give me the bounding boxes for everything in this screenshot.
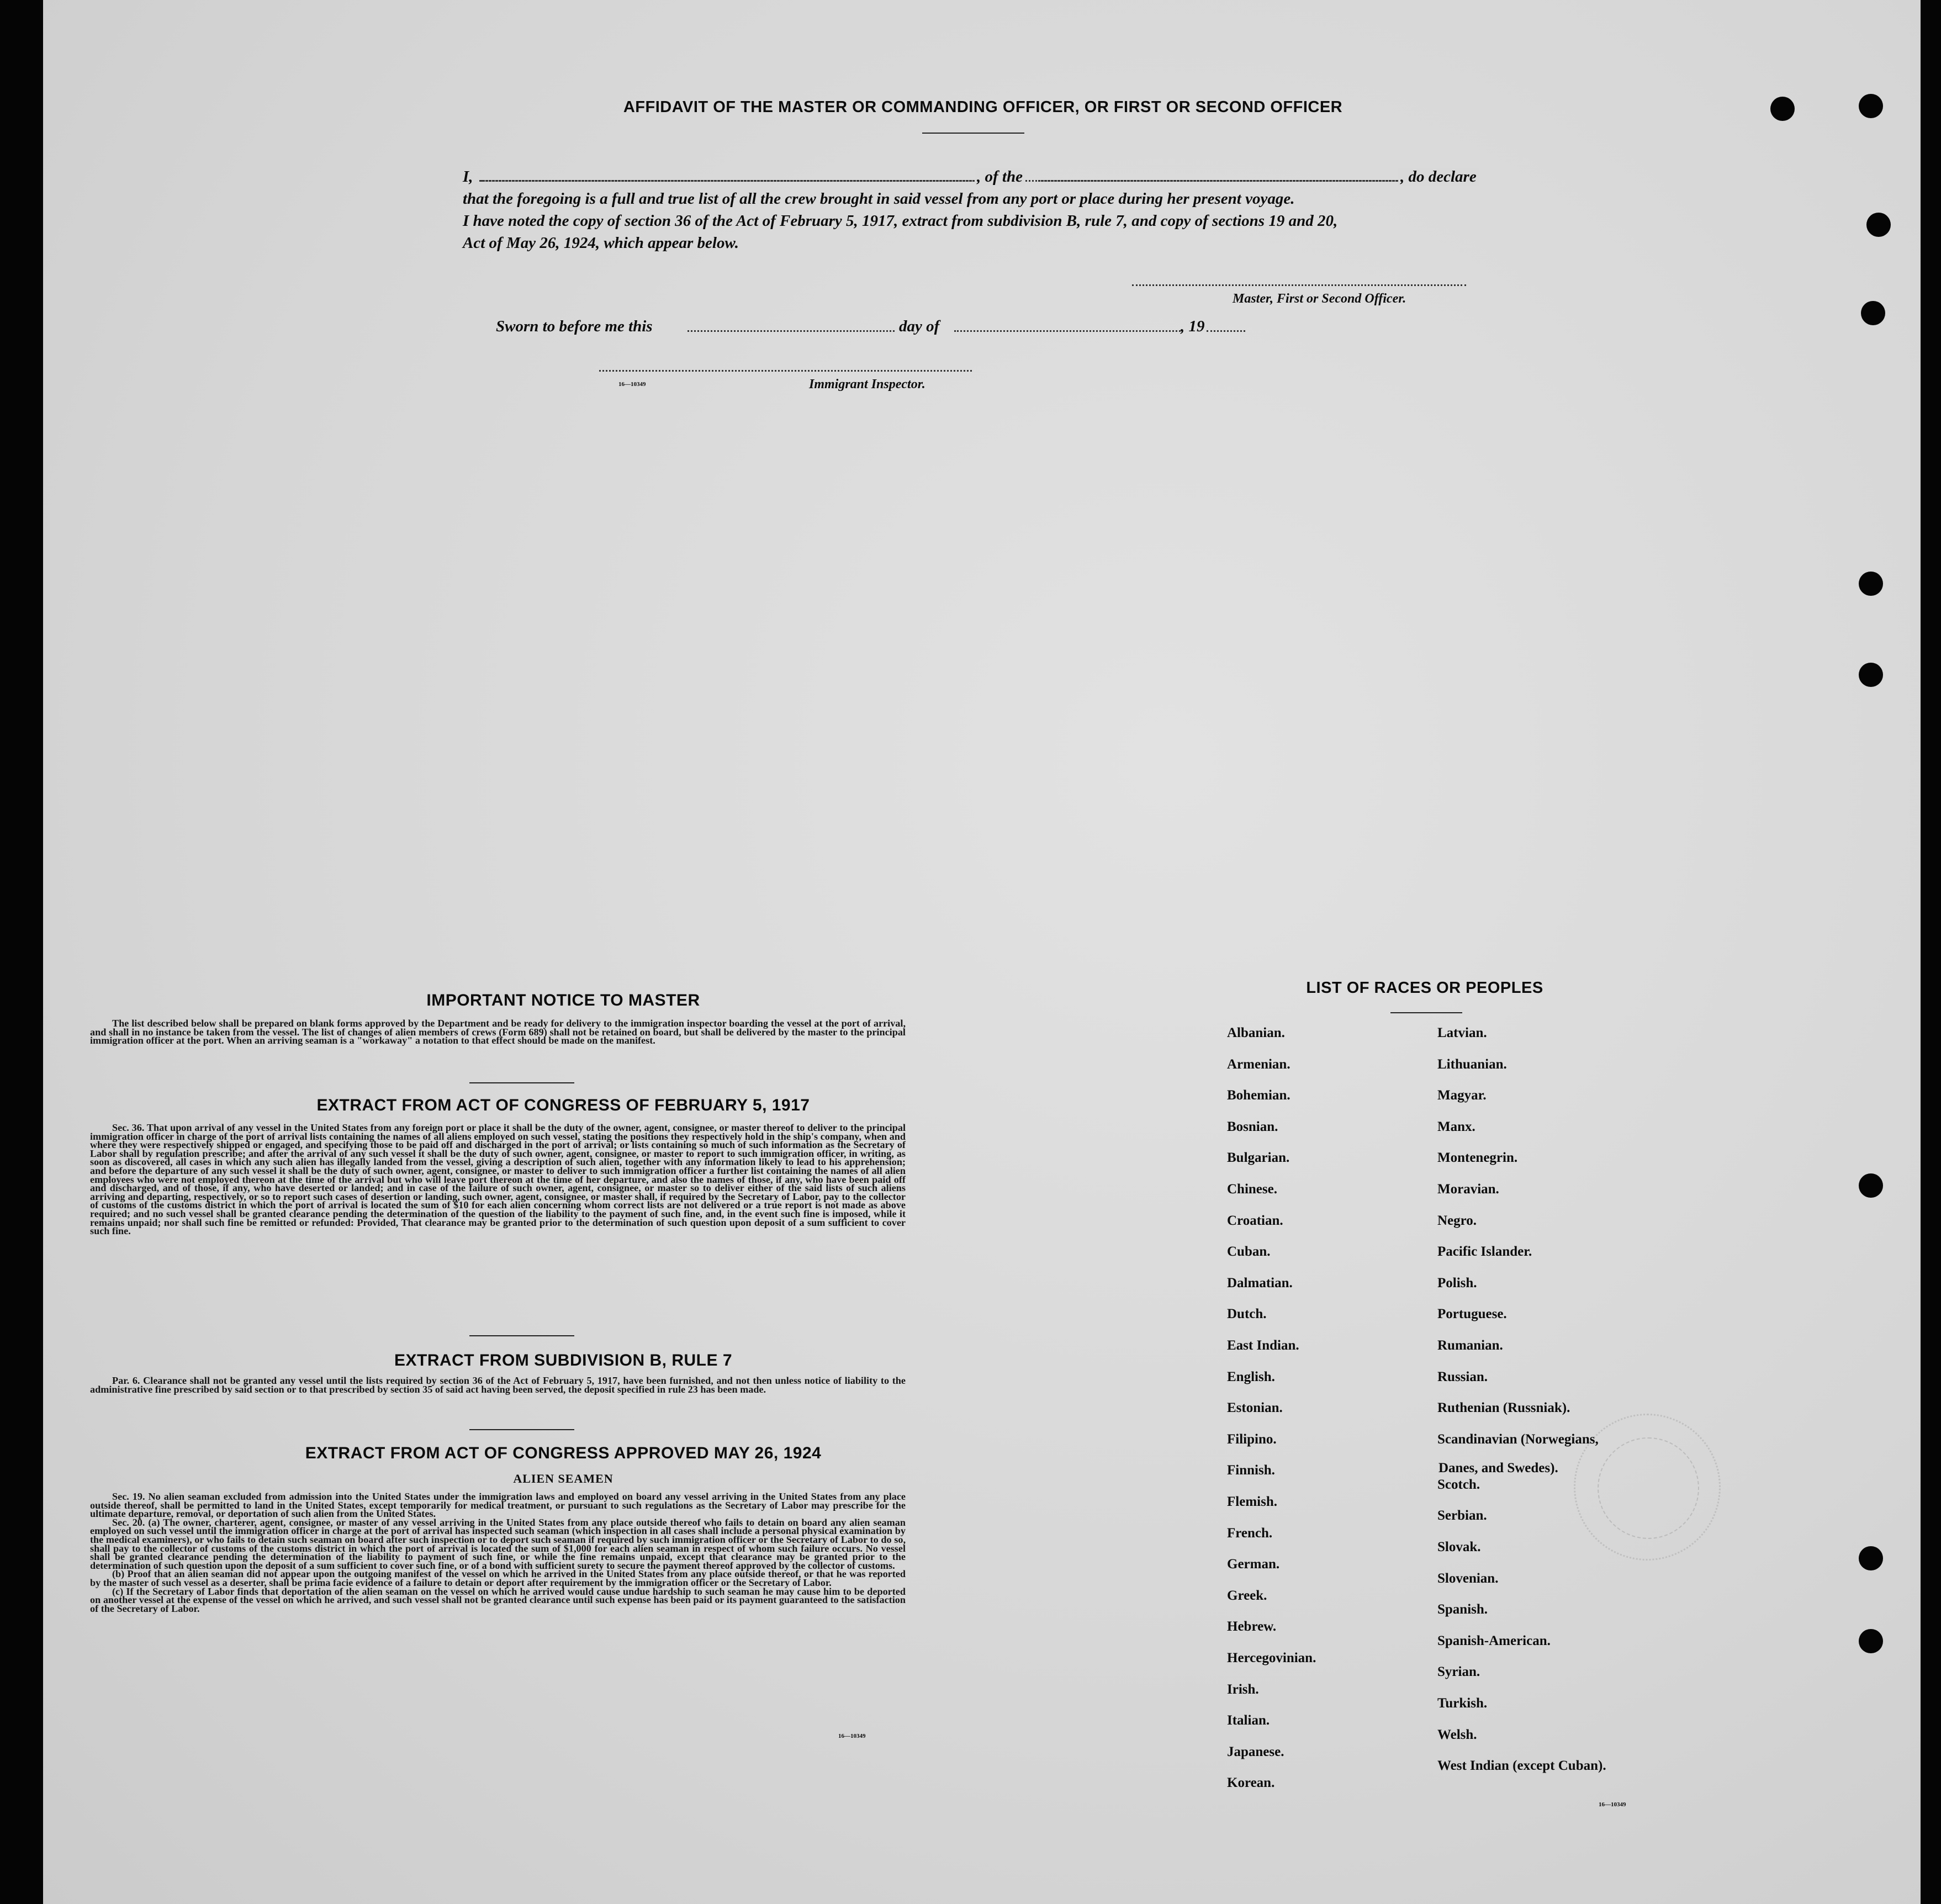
race-item: Welsh. (1437, 1727, 1477, 1742)
races-divider (1390, 1012, 1462, 1013)
punch-hole (1859, 1629, 1883, 1653)
punch-hole (1866, 213, 1891, 237)
race-item: Polish. (1437, 1276, 1477, 1291)
race-item: Croatian. (1227, 1213, 1283, 1228)
punch-hole (1859, 572, 1883, 596)
race-item: Dutch. (1227, 1307, 1267, 1321)
inspector-signature-field[interactable] (599, 370, 972, 372)
race-item: Finnish. (1227, 1463, 1275, 1478)
affidavit-line-2: that the foregoing is a full and true list of all the crew brought in said vessel from any port or place during her present voyage. (463, 190, 1295, 208)
races-title: LIST OF RACES OR PEOPLES (1306, 979, 1543, 997)
race-item: Korean. (1227, 1775, 1275, 1790)
race-item: Montenegrin. (1437, 1150, 1518, 1165)
race-item: Estonian. (1227, 1400, 1283, 1415)
sworn-month-field[interactable] (954, 330, 1181, 332)
extract-1924-title: EXTRACT FROM ACT OF CONGRESS APPROVED MAY 26, 1924 (305, 1444, 822, 1462)
master-signature-field[interactable] (1132, 284, 1466, 286)
race-item: Bosnian. (1227, 1119, 1278, 1134)
extract-1917-divider (469, 1335, 574, 1336)
race-item: Lithuanian. (1437, 1057, 1507, 1072)
races-form-number: 16—10349 (1599, 1801, 1626, 1808)
title-underline (922, 133, 1024, 134)
affidavit-i: I, (463, 168, 473, 186)
notice-divider (469, 1082, 574, 1083)
race-item: Turkish. (1437, 1696, 1488, 1711)
race-item: Moravian. (1437, 1182, 1499, 1197)
form-number: 16—10349 (618, 381, 646, 388)
affidavit-line-3: I have noted the copy of section 36 of the Act of February 5, 1917, extract from subdivision B, rule 7, and copy of sections 19 and 20, (463, 212, 1338, 230)
document-page (43, 0, 1921, 1904)
sworn-text: Sworn to before me this (496, 318, 653, 335)
notice-title: IMPORTANT NOTICE TO MASTER (426, 991, 700, 1009)
race-item: Hercegovinian. (1227, 1651, 1316, 1665)
extract-1917-text: Sec. 36. That upon arrival of any vessel in the United States from any foreign port or place it shall be the duty of the owner, agent, consignee, or master thereof to deliver to the principal immigration officer in charge of the port of arrival lists containing the names of all aliens employed on such vessel, stating the positions they respectively hold in the ship's company, when and where they were respectively shipped or engaged, and specifying those to be paid off and discharged in the port of arrival; or lists containing so much of such information as the Secretary of Labor shall by regulation prescribe; and after the arrival of any such vessel it shall be the duty of such owner, agent, consignee, or master to report to such immigration officer, in writing, as soon as discovered, all cases in which any such alien has illegally landed from the vessel, giving a description of such alien, together with any information likely to lead to his apprehension; and before the departure of any such vessel it shall be the duty of such owner, agent, consignee, or master to deliver to such immigration officer a further list containing the names of all alien employees who were not employed thereon at the time of the arrival but who will leave port thereon at the time of her departure, and also the names of those, if any, who have been paid off and discharged, and of those, if any, who have deserted or landed; and in case of the failure of such owner, agent, consignee, or master so to deliver either of the said lists of such aliens arriving and departing, respectively, or so to report such cases of desertion or landing, such owner, agent, consignee, or master shall, if required by the Secretary of Labor, pay to the collector of customs of the customs district in which the port of arrival is located the sum of $10 for each alien concerning whom correct lists are not delivered or a true report is not made as above required; and no such vessel shall be granted clearance pending the determination of the question of the liability to the payment of such fine, and, in the event such fine is imposed, while it remains unpaid; nor shall such fine be remitted or refunded: Provided, That clearance may be granted prior to the determination of such question upon deposit of a sum sufficient to cover such fine. (90, 1122, 906, 1237)
race-item: Greek. (1227, 1588, 1267, 1603)
affidavit-of-the: , of the (975, 168, 1025, 186)
race-item: Chinese. (1227, 1182, 1277, 1197)
year-prefix: , 19 (1181, 318, 1205, 335)
race-item: Japanese. (1227, 1744, 1284, 1759)
name-field[interactable] (480, 180, 975, 182)
master-signature-label: Master, First or Second Officer. (1233, 292, 1406, 306)
race-item: Ruthenian (Russniak). (1437, 1400, 1570, 1415)
sec-20a-text: Sec. 20. (a) The owner, charterer, agent, consignee, or master of any vessel arriving in the United States from any place outside thereof who fails to detain on board any alien seaman employed on such vessel until the immigration officer in charge at the port of arrival has inspected such seaman (which inspection in all cases shall include a personal physical examination by the medical examiners), or who fails to detain such seaman on board after such inspection or to deport such seaman if required by such immigration officer or the Secretary of Labor to do so, shall pay to the collector of customs of the customs district in which the port of arrival is located the sum of $1,000 for each alien seaman in respect of whom such failure occurs. No vessel shall be granted clearance pending the determination of the liability to payment of such fine, or while the fine remains unpaid, except that clearance may be granted prior to the determination of such question upon the deposit of a sum sufficient to cover such fine, or of a bond with sufficient surety to secure the payment thereof approved by the collector of customs. (90, 1516, 906, 1571)
notice-text: The list described below shall be prepared on blank forms approved by the Department and be ready for delivery to the immigration inspector boarding the vessel at the port of arrival, and shall in no instance be taken from the vessel. The list of changes of alien members of crews (Form 689) shall not be retained on board, but shall be delivered by the master to the principal immigration officer at the port. When an arriving seaman is a "workaway" a notation to that effect should be made on the manifest. (90, 1018, 906, 1046)
race-item: Manx. (1437, 1119, 1475, 1134)
sec-20c-text: (c) If the Secretary of Labor finds that deportation of the alien seaman on the vessel on which he arrived would cause undue hardship to such seaman he may cause him to be deported on another vessel at the expense of the vessel on which he arrived, and such vessel shall not be granted clearance until such expense has been paid or its payment guaranteed to the satisfaction of the Secretary of Labor. (90, 1585, 906, 1614)
race-item: Portuguese. (1437, 1307, 1507, 1321)
race-item: Flemish. (1227, 1494, 1277, 1509)
punch-hole (1861, 301, 1885, 325)
race-item: Spanish. (1437, 1602, 1488, 1617)
affidavit-title: AFFIDAVIT OF THE MASTER OR COMMANDING OFFICER, OR FIRST OR SECOND OFFICER (623, 98, 1343, 116)
day-of-text: day of (899, 318, 940, 335)
extract-rule7-divider (469, 1429, 574, 1430)
extract-1917-title: EXTRACT FROM ACT OF CONGRESS OF FEBRUARY 5, 1917 (316, 1096, 810, 1114)
affidavit-do-declare: , do declare (1398, 168, 1479, 186)
race-item: Albanian. (1227, 1025, 1285, 1040)
extract-form-number: 16—10349 (838, 1733, 866, 1739)
extract-1917-body (90, 1124, 906, 1236)
race-item: Negro. (1437, 1213, 1477, 1228)
race-item: Hebrew. (1227, 1619, 1277, 1634)
race-item: Spanish-American. (1437, 1633, 1551, 1648)
race-item: Russian. (1437, 1369, 1488, 1384)
punch-hole (1770, 97, 1795, 121)
race-item: German. (1227, 1557, 1280, 1572)
punch-hole (1859, 1546, 1883, 1570)
race-item: Rumanian. (1437, 1338, 1503, 1353)
notice-body (90, 1019, 906, 1045)
punch-hole (1859, 1173, 1883, 1198)
affidavit-line-4: Act of May 26, 1924, which appear below. (463, 234, 739, 252)
punch-hole (1859, 94, 1883, 118)
vessel-field[interactable] (1038, 180, 1397, 182)
extract-1924-body (90, 1493, 906, 1613)
race-item: Bohemian. (1227, 1088, 1291, 1103)
race-item: Latvian. (1437, 1025, 1487, 1040)
race-item: English. (1227, 1369, 1275, 1384)
race-item: Magyar. (1437, 1088, 1487, 1103)
race-item: East Indian. (1227, 1338, 1299, 1353)
race-scandinavian-continued: Danes, and Swedes). (1438, 1461, 1558, 1475)
race-item: Bulgarian. (1227, 1150, 1290, 1165)
race-item: Pacific Islander. (1437, 1244, 1532, 1259)
sec-19-text: Sec. 19. No alien seaman excluded from admission into the United States under the immigration laws and employed on board any vessel arriving in the United States from any place outside thereof, shall be permitted to land in the United States, except temporarily for medical treatment, or pursuant to such regulations as the Secretary of Labor may prescribe for the ultimate departure, removal, or deportation of such alien from the United States. (90, 1491, 906, 1520)
race-item: Slovenian. (1437, 1571, 1499, 1586)
race-item: Scotch. (1437, 1477, 1480, 1492)
punch-hole (1859, 663, 1883, 687)
sec-20b-text: (b) Proof that an alien seaman did not appear upon the outgoing manifest of the vessel on which he arrived in the United States from any place outside thereof, or that he was reported by the master of such vessel as a deserter, shall be prima facie evidence of a failure to detain or deport after requirement by the immigration officer or the Secretary of Labor. (90, 1568, 906, 1588)
race-item: Armenian. (1227, 1057, 1291, 1072)
race-item: Cuban. (1227, 1244, 1271, 1259)
race-item: West Indian (except Cuban). (1437, 1758, 1606, 1773)
sworn-year-field[interactable] (1207, 330, 1245, 332)
race-item: Serbian. (1437, 1508, 1487, 1523)
inspector-label: Immigrant Inspector. (809, 377, 925, 392)
extract-1924-subtitle: ALIEN SEAMEN (513, 1472, 613, 1485)
extract-rule7-text: Par. 6. Clearance shall not be granted any vessel until the lists required by section 36 of the Act of February 5, 1917, have been furnished, and not then unless notice of liability to the administrative fine prescribed by said section or to that prescribed by section 35 of said act having been served, the deposit specified in rule 23 has been made. (90, 1375, 906, 1395)
race-item: Dalmatian. (1227, 1276, 1293, 1291)
race-item: French. (1227, 1526, 1273, 1541)
race-item: Syrian. (1437, 1664, 1480, 1679)
extract-rule7-title: EXTRACT FROM SUBDIVISION B, RULE 7 (394, 1351, 733, 1369)
sworn-day-field[interactable] (687, 330, 895, 332)
race-item: Scandinavian (Norwegians, (1437, 1432, 1599, 1447)
race-item: Irish. (1227, 1682, 1259, 1697)
race-item: Italian. (1227, 1713, 1270, 1728)
race-item: Filipino. (1227, 1432, 1277, 1447)
race-item: Slovak. (1437, 1540, 1481, 1554)
extract-rule7-body (90, 1377, 906, 1394)
